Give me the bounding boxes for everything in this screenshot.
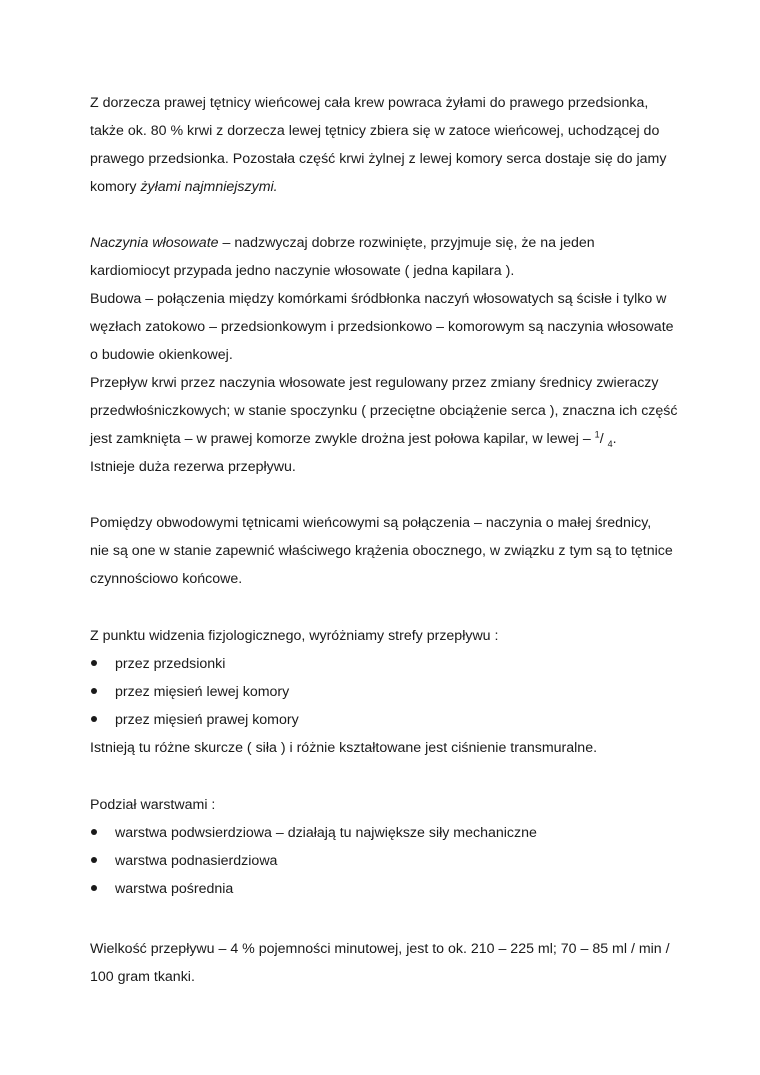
text-line (90, 430, 617, 448)
text-line: nie są one w stanie zapewnić właściwego krążenia obocznego, w związku z tym są to tętnice (90, 543, 673, 559)
text-line: Wielkość przepływu – 4 % pojemności minutowej, jest to ok. 210 – 225 ml; 70 – 85 ml / min / (90, 941, 670, 957)
text-line: czynnościowo końcowe. (90, 571, 243, 587)
list-item: warstwa podwsierdziowa – działają tu największe siły mechaniczne (115, 825, 537, 841)
list-item: warstwa podnasierdziowa (115, 853, 278, 869)
bullet-icon (91, 885, 97, 891)
fraction-numerator: 1 (594, 429, 600, 440)
italic-term: Naczynia włosowate (90, 235, 219, 251)
text-line: węzłach zatokowo – przedsionkowym i przedsionkowo – komorowym są naczynia włosowate (90, 319, 674, 335)
bullet-icon (91, 660, 97, 666)
text-line: Z dorzecza prawej tętnicy wieńcowej cała krew powraca żyłami do prawego przedsionka, (90, 95, 649, 111)
bullet-icon (91, 857, 97, 863)
text-line: Z punktu widzenia fizjologicznego, wyróżniamy strefy przepływu : (90, 628, 499, 644)
text-run: jest zamknięta – w prawej komorze zwykle drożna jest połowa kapilar, w lewej – (90, 431, 595, 447)
fraction-slash: / (599, 431, 608, 447)
bullet-icon (91, 829, 97, 835)
text-line: Budowa – połączenia między komórkami śródbłonka naczyń włosowatych są ścisłe i tylko w (90, 291, 667, 307)
text-line: prawego przedsionka. Pozostała część krwi żylnej z lewej komory serca dostaje się do jamy (90, 151, 667, 167)
fraction-denominator: 4 (607, 438, 613, 449)
list-item: warstwa pośrednia (115, 881, 234, 897)
text-line: 100 gram tkanki. (90, 969, 195, 985)
text-line: Przepływ krwi przez naczynia włosowate jest regulowany przez zmiany średnicy zwieraczy (90, 375, 659, 391)
text-line (90, 234, 595, 252)
text-line: o budowie okienkowej. (90, 347, 233, 363)
text-line (90, 178, 278, 196)
italic-term: żyłami najmniejszymi. (140, 179, 278, 195)
text-line: przedwłośniczkowych; w stanie spoczynku ( przeciętne obciążenie serca ), znaczna ich część (90, 403, 678, 419)
text-line: Podział warstwami : (90, 797, 216, 813)
bullet-icon (91, 716, 97, 722)
text-run: – nadzwyczaj dobrze rozwinięte, przyjmuje się, że na jeden (218, 235, 595, 251)
list-item: przez mięsień prawej komory (115, 712, 299, 728)
list-item: przez mięsień lewej komory (115, 684, 290, 700)
text-line: Pomiędzy obwodowymi tętnicami wieńcowymi są połączenia – naczynia o małej średnicy, (90, 515, 652, 531)
list-item: przez przedsionki (115, 656, 226, 672)
text-run: . (612, 431, 617, 447)
text-line: także ok. 80 % krwi z dorzecza lewej tętnicy zbiera się w zatoce wieńcowej, uchodzącej do (90, 123, 660, 139)
text-line: Istnieją tu różne skurcze ( siła ) i różnie kształtowane jest ciśnienie transmuralne. (90, 740, 598, 756)
text-run: komory (90, 179, 141, 195)
text-line: Istnieje duża rezerwa przepływu. (90, 459, 296, 475)
bullet-icon (91, 688, 97, 694)
text-line: kardiomiocyt przypada jedno naczynie włosowate ( jedna kapilara ). (90, 263, 515, 279)
